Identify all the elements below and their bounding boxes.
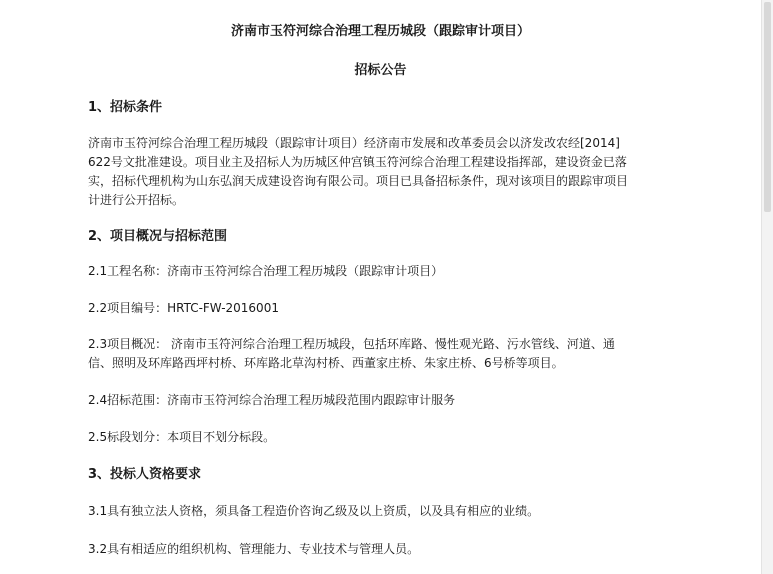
item-2-1: 2.1工程名称：济南市玉符河综合治理工程历城段（跟踪审计项目） — [88, 264, 444, 278]
paragraph-line: 实，招标代理机构为山东弘润天成建设咨询有限公司。项目已具备招标条件，现对该项目的跟踪审项目 — [88, 174, 629, 188]
section-2-heading: 2、项目概况与招标范围 — [88, 229, 228, 244]
scrollbar-thumb[interactable] — [764, 2, 771, 212]
item-2-3 — [88, 335, 688, 373]
paragraph-line: 2.3项目概况： 济南市玉符河综合治理工程历城段，包括环库路、慢性观光路、污水管线、河道、通 — [88, 337, 615, 351]
item-3-1: 3.1具有独立法人资格，须具备工程造价咨询乙级及以上资质，以及具有相应的业绩。 — [88, 504, 540, 518]
item-2-2: 2.2项目编号：HRTC-FW-2016001 — [88, 301, 279, 315]
paragraph-line: 622号文批准建设。项目业主及招标人为历城区仲宫镇玉符河综合治理工程建设指挥部，建设资金已落 — [88, 155, 627, 169]
item-2-4: 2.4招标范围：济南市玉符河综合治理工程历城段范围内跟踪审计服务 — [88, 393, 456, 407]
item-2-5: 2.5标段划分：本项目不划分标段。 — [88, 430, 276, 444]
item-3-2: 3.2具有相适应的组织机构、管理能力、专业技术与管理人员。 — [88, 542, 420, 556]
section-1-heading: 1、招标条件 — [88, 100, 163, 115]
section-3-heading: 3、投标人资格要求 — [88, 467, 202, 482]
announcement-title: 招标公告 — [354, 63, 407, 78]
document-title: 济南市玉符河综合治理工程历城段（跟踪审计项目） — [230, 24, 530, 39]
paragraph-line: 济南市玉符河综合治理工程历城段（跟踪审计项目）经济南市发展和改革委员会以济发改农经[2014] — [88, 136, 620, 150]
paragraph-line: 计进行公开招标。 — [88, 193, 185, 207]
vertical-scrollbar[interactable] — [762, 0, 773, 574]
section-1-paragraph — [88, 134, 688, 210]
paragraph-line: 信、照明及环库路西坪村桥、环库路北草沟村桥、西董家庄桥、朱家庄桥、6号桥等项目。 — [88, 356, 564, 370]
